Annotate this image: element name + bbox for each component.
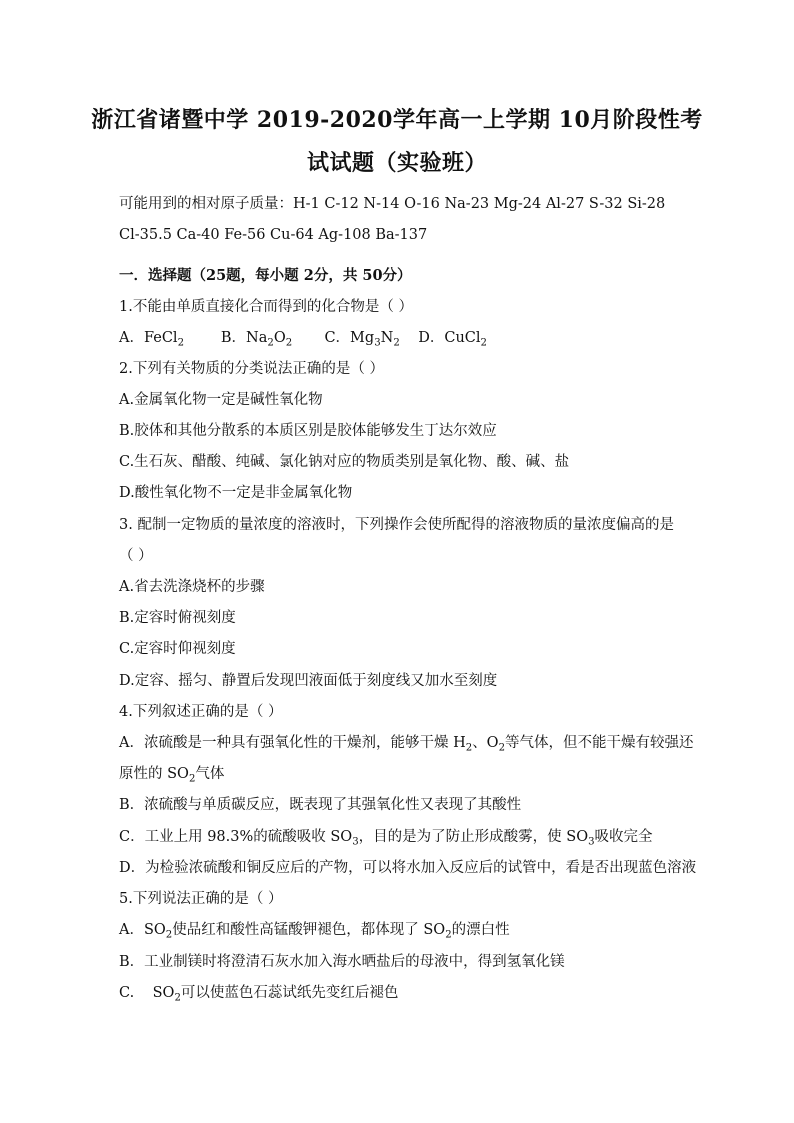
q2-option-d: D.酸性氧化物不一定是非金属氧化物 [119,485,353,501]
q5-option-b: B．工业制镁时将澄清石灰水加入海水晒盐后的母液中，得到氢氧化镁 [119,954,565,970]
q1-stem: 1.不能由单质直接化合而得到的化合物是（ ） [119,299,413,315]
q1-option-a: A．FeCl$_2$ [119,330,185,349]
q2-option-a: A.金属氧化物一定是碱性氧化物 [119,392,323,408]
q4-option-d: D．为检验浓硫酸和铜反应后的产物，可以将水加入反应后的试管中，看是否出现蓝色溶液 [119,860,697,876]
exam-title-line2: 试试题（实验班） [306,150,487,176]
q3-option-d: D.定容、摇匀、静置后发现凹液面低于刻度线又加水至刻度 [119,673,498,689]
q1-option-c: C．$Mg_3N_2$ [324,330,400,349]
q1-option-b: B．$Na_2O_2$ [220,330,293,349]
q2-stem: 2.下列有关物质的分类说法正确的是（ ） [119,361,384,377]
q4-option-a: A．浓硫酸是一种具有强氧化性的干燥剂，能够干燥 $H_2$、$O_2$等气体，但不能干燥有较强还 [119,735,694,754]
q2-option-b: B.胶体和其他分散系的本质区别是胶体能够发生丁达尔效应 [119,423,497,439]
q5-option-a: A．$SO_2$使品红和酸性高锰酸钾褪色，都体现了 $SO_2$的漂白性 [119,922,510,941]
q3-option-c: C.定容时仰视刻度 [119,641,236,657]
q4-stem: 4.下列叙述正确的是（ ） [119,704,283,720]
q3-stem: 3. 配制一定物质的量浓度的溶液时，下列操作会使所配得的溶液物质的量浓度偏高的是 [119,517,674,533]
exam-title-line1: 浙江省诸暨中学 2019-2020学年高一上学期 10月阶段性考 [91,107,703,133]
q4-option-a-cont: 原性的 $SO_2$气体 [119,766,225,785]
section-heading: 一．选择题（25题，每小题 2分，共 50分） [119,267,412,284]
q1-options [119,328,487,348]
q5-stem: 5.下列说法正确的是（ ） [119,891,283,907]
q4-option-b: B．浓硫酸与单质碳反应，既表现了其强氧化性又表现了其酸性 [119,797,522,813]
q4-option-c: C．工业上用 98.3%的硫酸吸收 $SO_3$，目的是为了防止形成酸雾，使 $SO_3$吸收完全 [119,829,653,848]
q1-option-d: D．CuCl$_2$ [418,330,487,349]
q3-option-a: A.省去洗涤烧杯的步骤 [119,579,265,595]
q3-option-b: B.定容时俯视刻度 [119,610,236,626]
q5-option-c: C. $SO_2$可以使蓝色石蕊试纸先变红后褪色 [119,985,399,1004]
atomic-mass-line1: 可能用到的相对原子质量：H-1 C-12 N-14 O-16 Na-23 Mg-24 Al-27 S-32 Si-28 [119,196,666,212]
q3-stem-cont: （ ） [119,548,153,564]
q2-option-c: C.生石灰、醋酸、纯碱、氯化钠对应的物质类别是氧化物、酸、碱、盐 [119,454,570,470]
atomic-mass-line2: Cl-35.5 Ca-40 Fe-56 Cu-64 Ag-108 Ba-137 [119,227,428,243]
